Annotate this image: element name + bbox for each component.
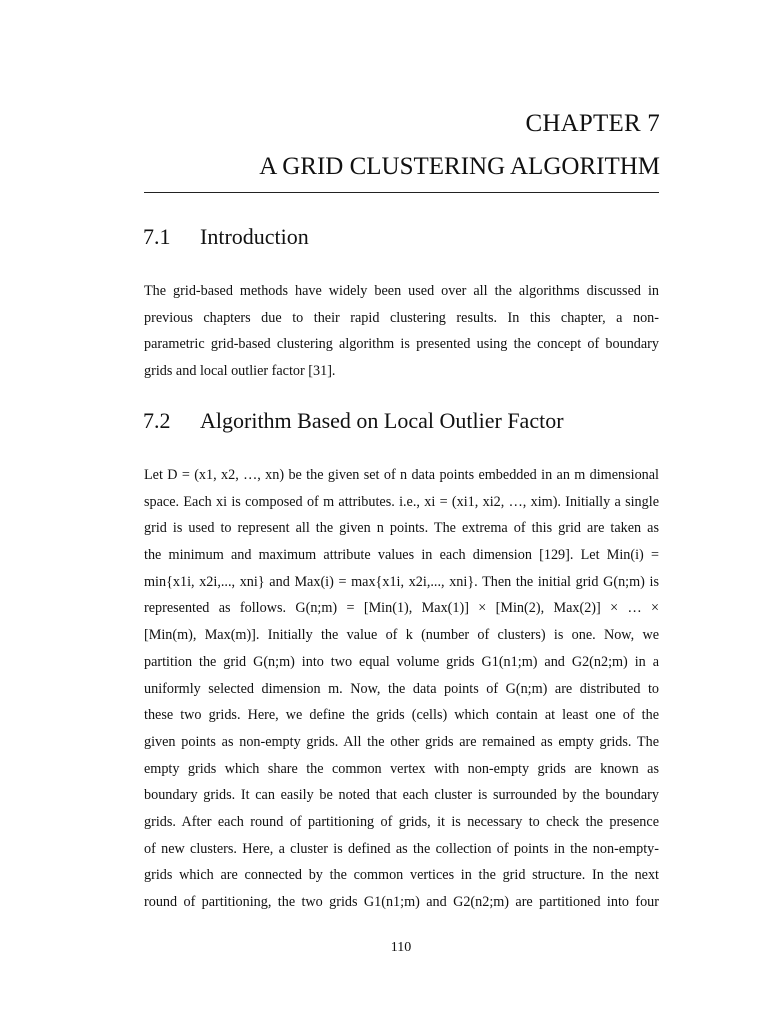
paragraph-line: grids. After each round of partitioning of grids, it is necessary to check the presence <box>144 813 659 830</box>
paragraph-line: given points as non-empty grids. All the other grids are remained as empty grids. The <box>144 733 659 750</box>
paragraph-line: grids which are connected by the common vertices in the grid structure. In the next <box>144 867 659 884</box>
paragraph-line: partition the grid G(n;m) into two equal volume grids G1(n1;m) and G2(n2;m) in a <box>144 653 659 670</box>
section-heading-algorithm <box>143 408 564 434</box>
paragraph-line: parametric grid-based clustering algorithm is presented using the concept of boundary <box>144 336 659 353</box>
page-number: 110 <box>390 940 412 955</box>
paragraph-line: uniformly selected dimension m. Now, the data points of G(n;m) are distributed to <box>144 680 659 697</box>
paragraph-line: round of partitioning, the two grids G1(n1;m) and G2(n2;m) are partitioned into four <box>144 894 659 910</box>
paragraph-line: these two grids. Here, we define the grids (cells) which contain at least one of the <box>144 707 659 724</box>
paragraph-line: space. Each xi is composed of m attributes. i.e., xi = (xi1, xi2, …, xim). Initially a single <box>144 493 659 510</box>
paragraph-line: the minimum and maximum attribute values in each dimension [129]. Let Min(i) = <box>144 547 659 564</box>
section-title: Algorithm Based on Local Outlier Factor <box>200 408 564 433</box>
paragraph-line: previous chapters due to their rapid clustering results. In this chapter, a non- <box>144 309 659 326</box>
paragraph-line: represented as follows. G(n;m) = [Min(1), Max(1)] × [Min(2), Max(2)] × … × <box>144 600 659 617</box>
paragraph-line: grids and local outlier factor [31]. <box>144 363 336 380</box>
paragraph-line: boundary grids. It can easily be noted that each cluster is surrounded by the boundary <box>144 787 659 804</box>
paragraph-line: grid is used to represent all the given n points. The extrema of this grid are taken as <box>144 520 659 537</box>
section-number: 7.1 <box>143 224 171 249</box>
paragraph-line: Let D = (x1, x2, …, xn) be the given set of n data points embedded in an m dimensional <box>144 467 659 483</box>
chapter-title: A GRID CLUSTERING ALGORITHM <box>259 153 660 180</box>
paragraph-line: The grid-based methods have widely been used over all the algorithms discussed in <box>144 283 659 299</box>
paragraph-line: min{x1i, x2i,..., xni} and Max(i) = max{x1i, x2i,..., xni}. Then the initial grid G(n;m) is <box>144 573 659 590</box>
title-rule <box>144 192 659 193</box>
chapter-label: CHAPTER 7 <box>525 110 660 137</box>
paragraph-line: empty grids which share the common vertex with non-empty grids are known as <box>144 760 659 777</box>
section-heading-intro <box>143 224 309 250</box>
section-title: Introduction <box>200 224 309 249</box>
paragraph-line: of new clusters. Here, a cluster is defined as the collection of points in the non-empty- <box>144 840 659 857</box>
paragraph-line: [Min(m), Max(m)]. Initially the value of k (number of clusters) is one. Now, we <box>144 627 659 644</box>
intro-paragraph <box>144 278 659 385</box>
algorithm-paragraph <box>144 462 659 916</box>
section-number: 7.2 <box>143 408 171 433</box>
